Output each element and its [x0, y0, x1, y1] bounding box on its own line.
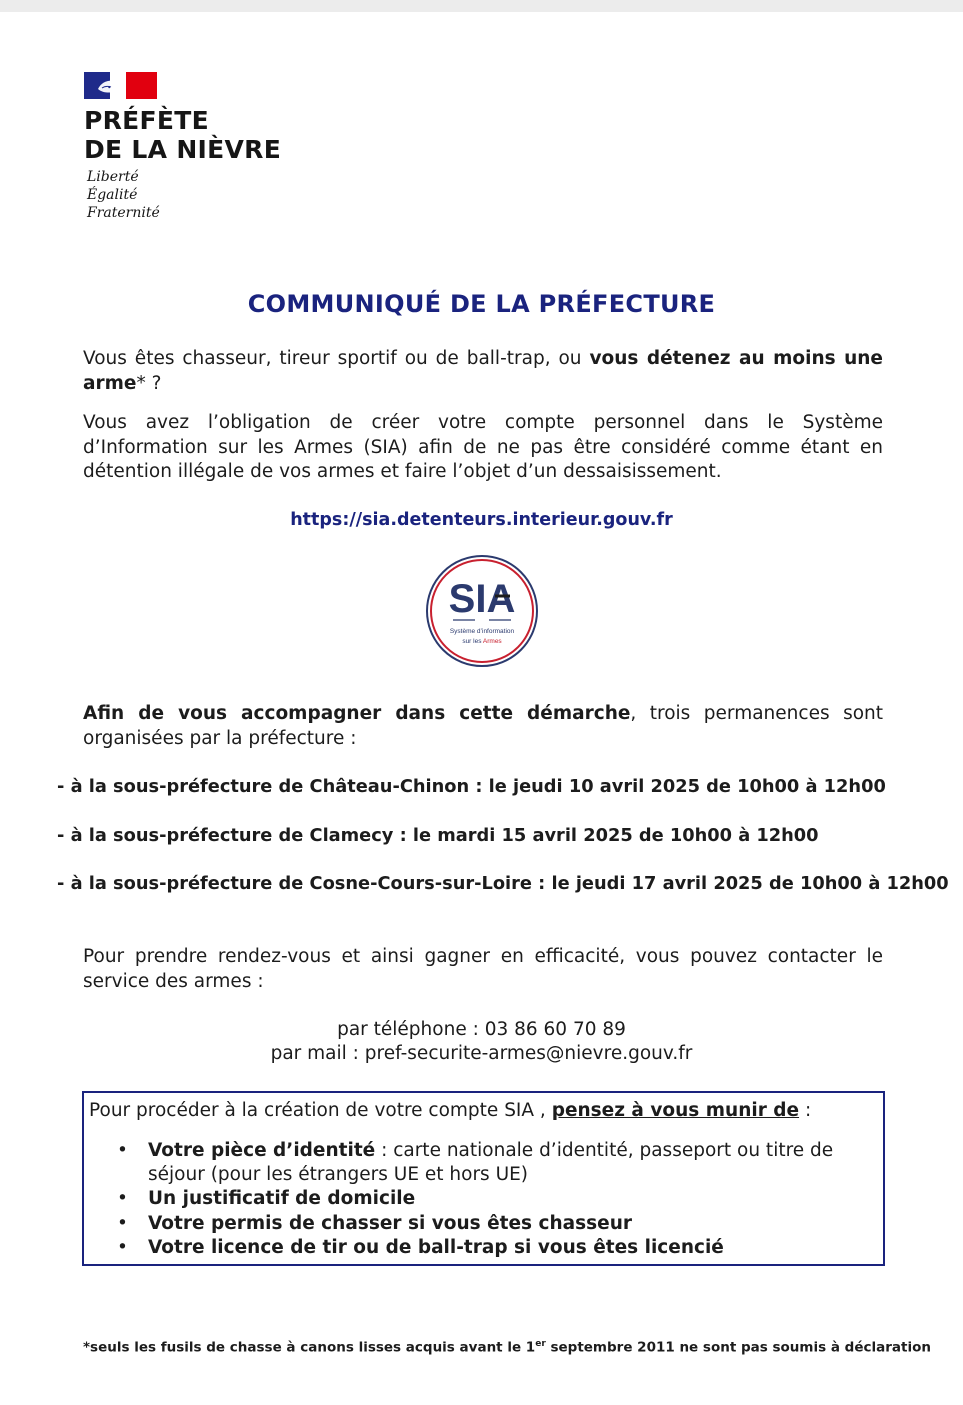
institution-line-1: PRÉFÈTE: [84, 106, 210, 135]
checklist-item-bold: Un justificatif de domicile: [148, 1188, 416, 1210]
sia-logo-caption-2-highlight: Armes: [482, 638, 502, 645]
checklist-intro: [89, 1099, 811, 1124]
sia-logo-caption-2: [462, 638, 502, 645]
checklist-item-domicile: [84, 1187, 854, 1211]
footnote: [83, 1339, 931, 1356]
checklist-list: [84, 1139, 854, 1260]
intro-question-end: * ?: [136, 372, 162, 394]
motto-egalite: Égalité: [87, 187, 138, 203]
bullet-icon: •: [117, 1212, 128, 1234]
footnote-text-2: septembre 2011 ne sont pas soumis à déclaration: [545, 1339, 931, 1356]
checklist-intro-text: Pour procéder à la création de votre compte SIA ,: [89, 1100, 552, 1121]
permanence-chateau-chinon: - à la sous-préfecture de Château-Chinon : le jeudi 10 avril 2025 de 10h00 à 12h00: [57, 776, 886, 797]
contact-phone: par téléphone : 03 86 60 70 89: [337, 1019, 626, 1040]
checklist-item-bold: Votre licence de tir ou de ball-trap si vous êtes licencié: [148, 1236, 724, 1258]
checklist-intro-end: :: [799, 1100, 812, 1121]
accompany-paragraph: [83, 702, 883, 751]
footnote-superscript: er: [535, 1339, 546, 1349]
checklist-item-bold: Votre pièce d’identité: [148, 1140, 376, 1161]
intro-question-text: Vous êtes chasseur, tireur sportif ou de ball-trap, ou: [83, 348, 590, 369]
checklist-intro-underlined: pensez à vous munir de: [551, 1100, 800, 1121]
marianne-flag-logo: [84, 72, 157, 99]
checklist-item-rest: : carte nationale d’identité, passeport ou titre de séjour (pour les étrangers UE et hors UE): [148, 1140, 834, 1186]
permanence-cosne: - à la sous-préfecture de Cosne-Cours-sur-Loire : le jeudi 17 avril 2025 de 10h00 à 12h00: [57, 873, 949, 894]
checklist-item-identity: [84, 1139, 854, 1187]
footnote-text-1: *seuls les fusils de chasse à canons lisses acquis avant le 1: [83, 1339, 536, 1356]
bullet-icon: •: [117, 1188, 128, 1210]
sia-link-line: [0, 508, 963, 533]
contact-mail: par mail : pref-securite-armes@nievre.gouv.fr: [270, 1043, 693, 1064]
intro-question-bold: vous détenez au moins une arme: [83, 348, 883, 394]
sia-logo: [425, 554, 539, 668]
bullet-icon: •: [117, 1236, 128, 1258]
republic-motto: [87, 168, 160, 222]
obligation-paragraph: Vous avez l’obligation de créer votre compte personnel dans le Système d’Information sur les Armes (SIA) afin de ne pas être considéré comme étant en détention illégale de vos armes et faire l’objet d’un dessaisissement.: [83, 412, 883, 482]
sia-logo-caption-1: Système d’information: [449, 628, 515, 635]
page-title: COMMUNIQUÉ DE LA PRÉFECTURE: [247, 290, 716, 318]
motto-liberte: Liberté: [87, 169, 139, 185]
sia-link[interactable]: https://sia.detenteurs.interieur.gouv.fr: [290, 510, 673, 530]
accompany-bold: Afin de vous accompagner dans cette démarche: [83, 703, 631, 724]
flag-red-band: [126, 72, 157, 99]
documents-checklist-box: [82, 1091, 885, 1266]
sia-logo-caption-2-prefix: sur les: [462, 638, 483, 645]
checklist-item-shooting-licence: [84, 1236, 854, 1260]
accompany-rest: , trois permanences sont organisées par la préfecture :: [83, 703, 883, 749]
motto-fraternite: Fraternité: [87, 205, 160, 221]
top-gray-bar: [0, 0, 963, 12]
permanence-clamecy: - à la sous-préfecture de Clamecy : le mardi 15 avril 2025 de 10h00 à 12h00: [57, 825, 819, 846]
intro-question: [83, 347, 883, 396]
marianne-profile-icon: [94, 75, 124, 97]
bullet-icon: •: [117, 1140, 128, 1161]
institution-name: [84, 106, 281, 164]
sia-logo-acronym: SIA: [448, 577, 516, 621]
checklist-item-hunting-permit: [84, 1212, 854, 1236]
contact-intro: Pour prendre rendez-vous et ainsi gagner en efficacité, vous pouvez contacter le service des armes :: [83, 946, 883, 992]
institution-line-2: DE LA NIÈVRE: [84, 135, 282, 164]
checklist-item-bold: Votre permis de chasser si vous êtes chasseur: [148, 1212, 632, 1234]
